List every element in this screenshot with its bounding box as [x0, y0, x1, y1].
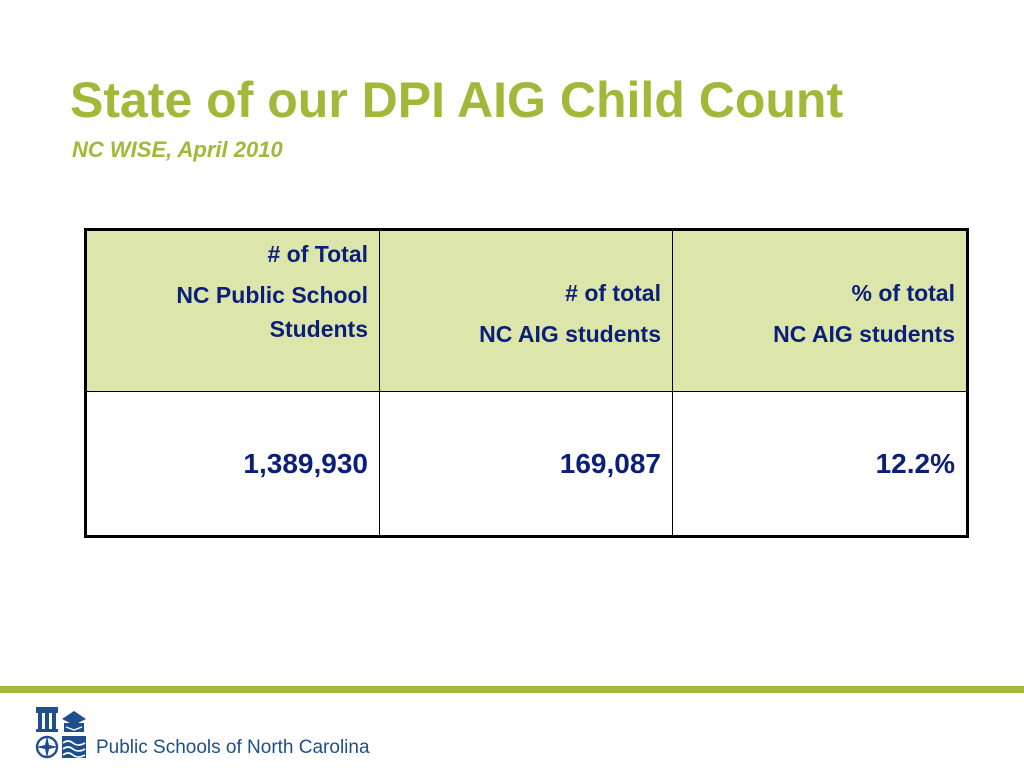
aig-count-table [84, 228, 969, 538]
header-aig-percent [673, 230, 968, 392]
header-line-primary: % of total [851, 279, 955, 306]
footer-divider [0, 686, 1024, 693]
header-line-secondary: NC Public School Students [176, 282, 368, 342]
nc-dpi-seal-icon [34, 705, 88, 761]
header-line-primary: # of Total [267, 241, 368, 267]
value-aig-count: 169,087 [380, 392, 673, 537]
value-total-students: 1,389,930 [86, 392, 380, 537]
slide-title: State of our DPI AIG Child Count [70, 72, 844, 128]
header-aig-count [380, 230, 673, 392]
header-line-primary: # of total [565, 279, 661, 306]
footer-organization-name: Public Schools of North Carolina [96, 737, 370, 758]
table-header-row [86, 230, 968, 392]
header-line-secondary: NC AIG students [479, 320, 661, 347]
header-line-secondary: NC AIG students [773, 320, 955, 347]
slide-subtitle: NC WISE, April 2010 [72, 137, 283, 162]
value-aig-percent: 12.2% [673, 392, 968, 537]
header-total-students [86, 230, 380, 392]
table-row [86, 392, 968, 537]
